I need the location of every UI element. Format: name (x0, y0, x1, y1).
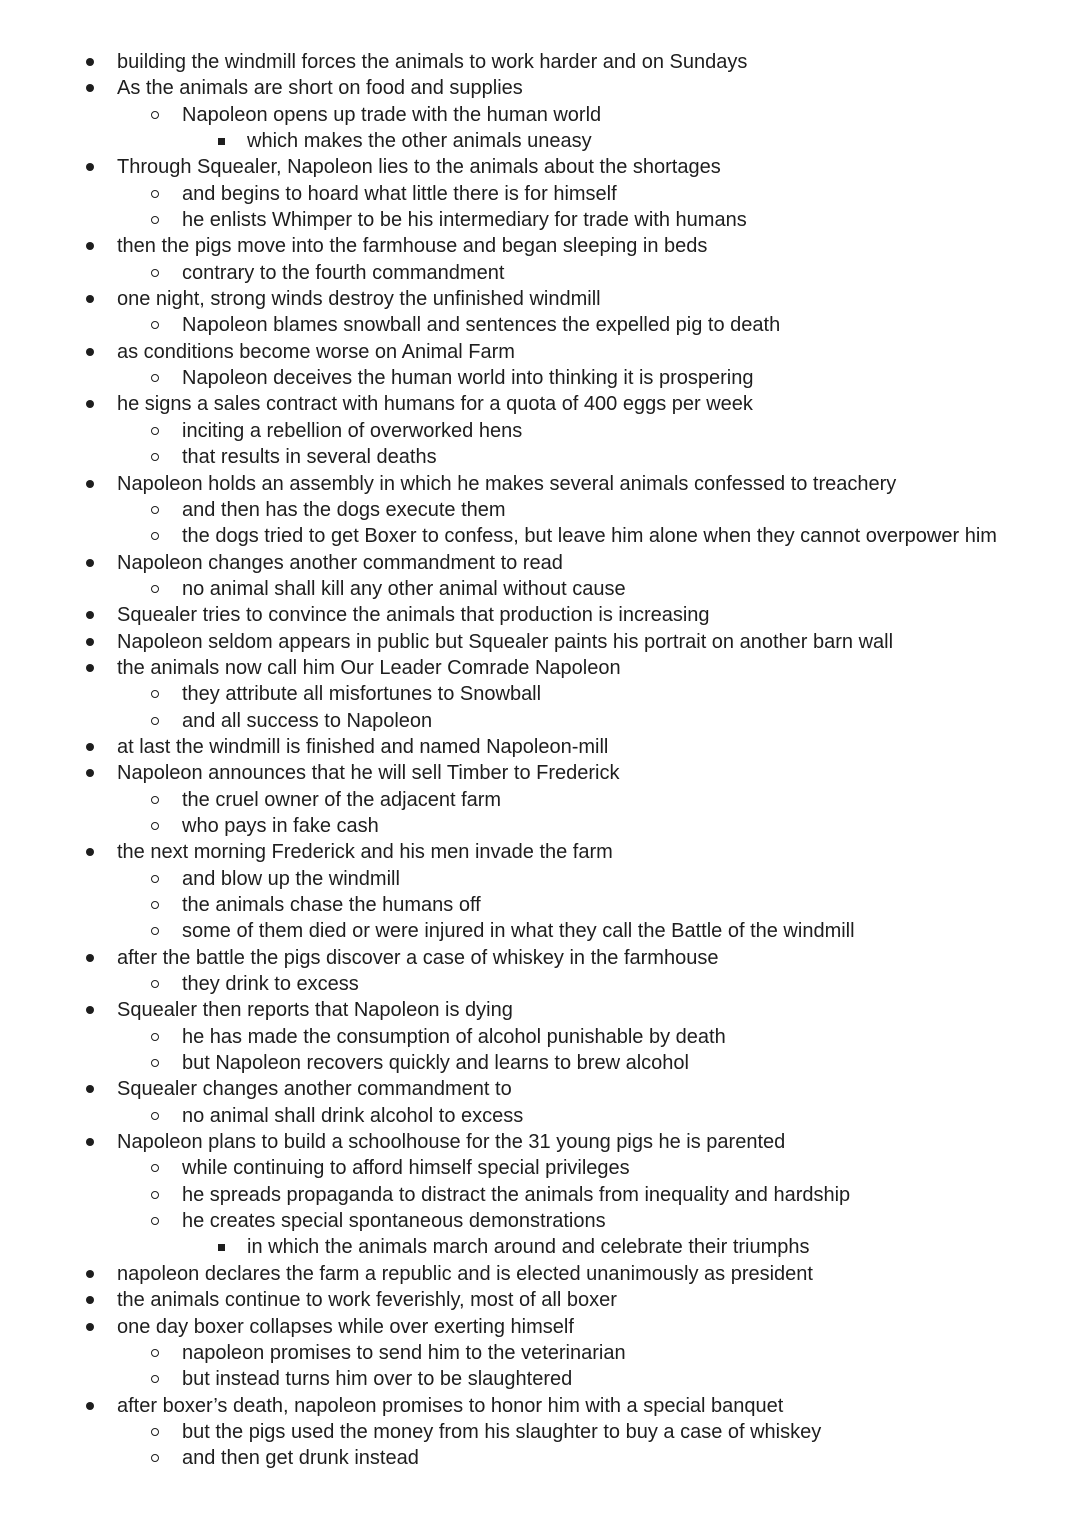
bullet-square-icon (214, 1234, 228, 1260)
list-item (0, 154, 1080, 180)
list-item-text: Napoleon announces that he will sell Timber to Frederick (117, 762, 620, 785)
list-item-text: and blow up the windmill (182, 867, 400, 890)
list-item-text: the animals now call him Our Leader Comrade Napoleon (117, 656, 621, 679)
list-item (0, 1393, 1080, 1419)
list-item-text: while continuing to afford himself special privileges (182, 1157, 630, 1180)
list-item (0, 629, 1080, 655)
bullet-circle-icon (148, 918, 162, 944)
bullet-circle-icon (148, 787, 162, 813)
list-item-text: Napoleon holds an assembly in which he makes several animals confessed to treachery (117, 472, 897, 495)
list-item (0, 1129, 1080, 1155)
list-item (0, 892, 1080, 918)
list-item (0, 286, 1080, 312)
list-item-text: no animal shall drink alcohol to excess (182, 1104, 524, 1127)
list-item (0, 734, 1080, 760)
list-item (0, 918, 1080, 944)
list-item-text: they drink to excess (182, 973, 359, 996)
bullet-circle-icon (148, 1182, 162, 1208)
list-item-text: he creates special spontaneous demonstrations (182, 1210, 606, 1233)
bullet-dot-icon (83, 734, 97, 760)
list-item (0, 75, 1080, 101)
list-item (0, 655, 1080, 681)
list-item (0, 207, 1080, 233)
bullet-circle-icon (148, 971, 162, 997)
bullet-circle-icon (148, 1024, 162, 1050)
list-item (0, 1208, 1080, 1234)
list-item-text: and begins to hoard what little there is for himself (182, 182, 617, 205)
list-item (0, 391, 1080, 417)
bullet-circle-icon (148, 260, 162, 286)
list-item (0, 1287, 1080, 1313)
bullet-circle-icon (148, 708, 162, 734)
list-item-text: who pays in fake cash (182, 814, 379, 837)
bullet-dot-icon (83, 1393, 97, 1419)
list-item (0, 971, 1080, 997)
list-item (0, 444, 1080, 470)
list-item-text: the animals chase the humans off (182, 894, 481, 916)
list-item-text: Napoleon plans to build a schoolhouse for the 31 young pigs he is parented (117, 1131, 786, 1154)
list-item-text: he spreads propaganda to distract the animals from inequality and hardship (182, 1183, 851, 1206)
list-item (0, 839, 1080, 865)
list-item-text: inciting a rebellion of overworked hens (182, 419, 523, 442)
list-item-text: in which the animals march around and celebrate their triumphs (247, 1236, 810, 1259)
list-item (0, 339, 1080, 365)
bullet-dot-icon (83, 945, 97, 971)
bullet-circle-icon (148, 102, 162, 128)
list-item (0, 813, 1080, 839)
list-item (0, 602, 1080, 628)
list-item (0, 1261, 1080, 1287)
bullet-circle-icon (148, 181, 162, 207)
list-item (0, 497, 1080, 523)
list-item (0, 1366, 1080, 1392)
bullet-dot-icon (83, 839, 97, 865)
bullet-circle-icon (148, 866, 162, 892)
list-item-text: which makes the other animals uneasy (247, 130, 592, 153)
list-item-text: As the animals are short on food and supplies (117, 77, 523, 100)
list-item (0, 708, 1080, 734)
list-item-text: Napoleon changes another commandment to read (117, 551, 563, 574)
list-item-text: napoleon declares the farm a republic and is elected unanimously as president (117, 1262, 813, 1285)
list-item-text: Squealer tries to convince the animals that production is increasing (117, 604, 710, 627)
list-item (0, 1155, 1080, 1181)
list-item-text: he enlists Whimper to be his intermediary for trade with humans (182, 209, 747, 232)
bullet-dot-icon (83, 1314, 97, 1340)
list-item-text: Squealer changes another commandment to (117, 1078, 512, 1101)
list-item (0, 1445, 1080, 1471)
list-item-text: the next morning Frederick and his men invade the farm (117, 841, 613, 864)
list-item (0, 1234, 1080, 1260)
list-item-text: building the windmill forces the animals to work harder and on Sundays (117, 51, 748, 73)
bullet-dot-icon (83, 1287, 97, 1313)
bullet-dot-icon (83, 760, 97, 786)
list-item-text: and then has the dogs execute them (182, 498, 506, 521)
list-item (0, 787, 1080, 813)
list-item (0, 1419, 1080, 1445)
list-item (0, 312, 1080, 338)
list-item (0, 128, 1080, 154)
bullet-notes-list (0, 49, 1080, 1472)
bullet-circle-icon (148, 418, 162, 444)
list-item-text: then the pigs move into the farmhouse and began sleeping in beds (117, 235, 708, 258)
list-item-text: after boxer’s death, napoleon promises to honor him with a special banquet (117, 1394, 784, 1417)
list-item-text: napoleon promises to send him to the veterinarian (182, 1341, 626, 1364)
bullet-circle-icon (148, 681, 162, 707)
list-item-text: after the battle the pigs discover a case of whiskey in the farmhouse (117, 946, 719, 969)
list-item (0, 365, 1080, 391)
list-item (0, 576, 1080, 602)
bullet-circle-icon (148, 1155, 162, 1181)
list-item (0, 1050, 1080, 1076)
bullet-dot-icon (83, 997, 97, 1023)
list-item-text: at last the windmill is finished and named Napoleon-mill (117, 735, 609, 758)
bullet-dot-icon (83, 391, 97, 417)
bullet-circle-icon (148, 892, 162, 918)
list-item-text: Squealer then reports that Napoleon is dying (117, 999, 513, 1022)
bullet-circle-icon (148, 523, 162, 549)
bullet-circle-icon (148, 576, 162, 602)
bullet-dot-icon (83, 1076, 97, 1102)
bullet-dot-icon (83, 233, 97, 259)
bullet-circle-icon (148, 444, 162, 470)
bullet-circle-icon (148, 1366, 162, 1392)
list-item (0, 233, 1080, 259)
bullet-circle-icon (148, 1208, 162, 1234)
list-item-text: but Napoleon recovers quickly and learns to brew alcohol (182, 1052, 689, 1075)
list-item-text: and all success to Napoleon (182, 709, 433, 732)
bullet-circle-icon (148, 207, 162, 233)
bullet-circle-icon (148, 312, 162, 338)
list-item (0, 997, 1080, 1023)
list-item (0, 49, 1080, 75)
list-item (0, 102, 1080, 128)
list-item (0, 550, 1080, 576)
bullet-dot-icon (83, 629, 97, 655)
bullet-dot-icon (83, 550, 97, 576)
bullet-dot-icon (83, 154, 97, 180)
bullet-circle-icon (148, 1445, 162, 1471)
bullet-circle-icon (148, 813, 162, 839)
list-item-text: contrary to the fourth commandment (182, 261, 505, 284)
list-item-text: Through Squealer, Napoleon lies to the animals about the shortages (117, 156, 721, 179)
list-item-text: one day boxer collapses while over exerting himself (117, 1315, 574, 1338)
bullet-circle-icon (148, 497, 162, 523)
list-item (0, 945, 1080, 971)
list-item-text: but the pigs used the money from his slaughter to buy a case of whiskey (182, 1420, 822, 1443)
list-item (0, 523, 1080, 549)
list-item (0, 1182, 1080, 1208)
list-item-text: as conditions become worse on Animal Farm (117, 340, 515, 363)
list-item (0, 1076, 1080, 1102)
bullet-dot-icon (83, 49, 97, 75)
list-item-text: Napoleon deceives the human world into thinking it is prospering (182, 367, 754, 390)
bullet-dot-icon (83, 75, 97, 101)
bullet-dot-icon (83, 339, 97, 365)
list-item-text: he signs a sales contract with humans for a quota of 400 eggs per week (117, 393, 753, 416)
bullet-square-icon (214, 128, 228, 154)
list-item-text: one night, strong winds destroy the unfinished windmill (117, 288, 601, 311)
list-item-text: but instead turns him over to be slaughtered (182, 1368, 573, 1391)
list-item-text: some of them died or were injured in what they call the Battle of the windmill (182, 920, 855, 943)
list-item-text: Napoleon blames snowball and sentences the expelled pig to death (182, 314, 781, 337)
bullet-circle-icon (148, 365, 162, 391)
bullet-circle-icon (148, 1103, 162, 1129)
list-item (0, 260, 1080, 286)
list-item (0, 866, 1080, 892)
bullet-dot-icon (83, 602, 97, 628)
list-item-text: Napoleon opens up trade with the human world (182, 103, 602, 126)
list-item-text: he has made the consumption of alcohol punishable by death (182, 1025, 726, 1048)
list-item-text: no animal shall kill any other animal without cause (182, 577, 626, 600)
bullet-dot-icon (83, 1129, 97, 1155)
list-item (0, 1340, 1080, 1366)
list-item (0, 1103, 1080, 1129)
bullet-circle-icon (148, 1050, 162, 1076)
list-item (0, 681, 1080, 707)
list-item-text: and then get drunk instead (182, 1447, 419, 1470)
list-item (0, 471, 1080, 497)
bullet-dot-icon (83, 1261, 97, 1287)
bullet-circle-icon (148, 1340, 162, 1366)
bullet-dot-icon (83, 286, 97, 312)
list-item-text: the animals continue to work feverishly, most of all boxer (117, 1289, 617, 1312)
bullet-dot-icon (83, 471, 97, 497)
list-item-text: Napoleon seldom appears in public but Squealer paints his portrait on another barn wall (117, 630, 894, 653)
list-item-text: that results in several deaths (182, 446, 437, 469)
list-item (0, 1024, 1080, 1050)
list-item-text: they attribute all misfortunes to Snowball (182, 683, 542, 706)
list-item (0, 418, 1080, 444)
list-item-text: the cruel owner of the adjacent farm (182, 788, 502, 811)
list-item (0, 181, 1080, 207)
bullet-circle-icon (148, 1419, 162, 1445)
list-item (0, 1314, 1080, 1340)
bullet-dot-icon (83, 655, 97, 681)
list-item-text: the dogs tried to get Boxer to confess, but leave him alone when they cannot overpower him (182, 525, 997, 548)
list-item (0, 760, 1080, 786)
